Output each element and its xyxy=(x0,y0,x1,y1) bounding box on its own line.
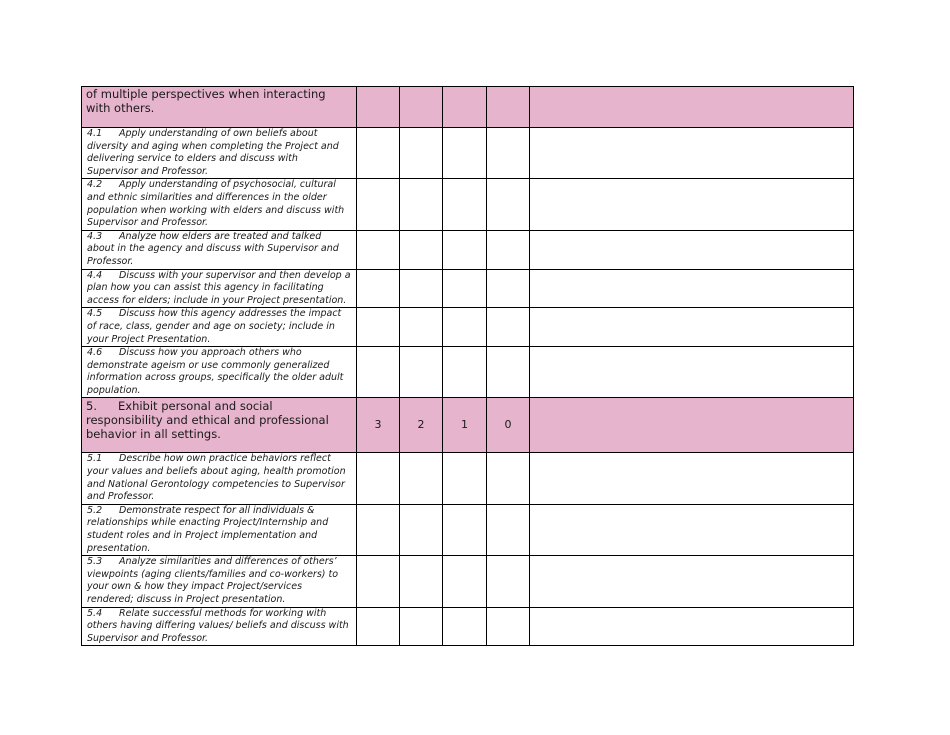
rubric-table xyxy=(81,86,854,646)
competency-description-cell xyxy=(82,87,357,128)
score-input-cell[interactable] xyxy=(487,128,530,179)
score-header-1: 1 xyxy=(443,398,487,453)
score-input-cell[interactable] xyxy=(487,347,530,398)
score-input-cell[interactable] xyxy=(400,347,443,398)
score-header-2: 2 xyxy=(400,398,443,453)
score-input-cell[interactable] xyxy=(400,308,443,347)
item-description-cell xyxy=(82,128,357,179)
comment-input-cell[interactable] xyxy=(530,269,854,308)
item-description-cell xyxy=(82,453,357,504)
item-number: 4.6 xyxy=(87,347,103,359)
score-input-cell[interactable] xyxy=(487,308,530,347)
item-text: Discuss how this agency addresses the impact of race, class, gender and age on society; include in your Project Presentation. xyxy=(87,308,342,345)
score-input-cell[interactable] xyxy=(357,453,400,504)
score-input-cell[interactable] xyxy=(357,179,400,230)
score-input-cell[interactable] xyxy=(400,179,443,230)
table-row xyxy=(82,179,854,230)
comment-input-cell[interactable] xyxy=(530,607,854,646)
score-input-cell[interactable] xyxy=(443,453,487,504)
comment-input-cell[interactable] xyxy=(530,308,854,347)
comment-input-cell[interactable] xyxy=(530,179,854,230)
item-description-cell xyxy=(82,230,357,269)
comment-cell xyxy=(530,87,854,128)
score-input-cell[interactable] xyxy=(400,453,443,504)
item-number: 4.3 xyxy=(87,230,103,242)
item-number: 4.5 xyxy=(87,308,103,320)
table-row xyxy=(82,230,854,269)
score-cell xyxy=(443,87,487,128)
score-header-0: 0 xyxy=(487,398,530,453)
score-input-cell[interactable] xyxy=(443,308,487,347)
item-text: Apply understanding of own beliefs about diversity and aging when completing the Project and delivering service to elders and discuss with Supervisor and Professor. xyxy=(87,128,339,177)
score-input-cell[interactable] xyxy=(487,453,530,504)
score-input-cell[interactable] xyxy=(487,556,530,607)
score-input-cell[interactable] xyxy=(357,504,400,555)
item-description-cell xyxy=(82,556,357,607)
score-input-cell[interactable] xyxy=(400,128,443,179)
table-row xyxy=(82,556,854,607)
comment-input-cell[interactable] xyxy=(530,556,854,607)
item-number: 4.2 xyxy=(87,179,103,191)
score-input-cell[interactable] xyxy=(357,607,400,646)
item-description-cell xyxy=(82,347,357,398)
comment-input-cell[interactable] xyxy=(530,453,854,504)
comment-input-cell[interactable] xyxy=(530,504,854,555)
comment-input-cell[interactable] xyxy=(530,128,854,179)
score-input-cell[interactable] xyxy=(400,607,443,646)
score-input-cell[interactable] xyxy=(400,230,443,269)
table-row xyxy=(82,504,854,555)
score-input-cell[interactable] xyxy=(443,504,487,555)
item-description-cell xyxy=(82,179,357,230)
score-input-cell[interactable] xyxy=(400,556,443,607)
score-input-cell[interactable] xyxy=(443,128,487,179)
score-input-cell[interactable] xyxy=(357,230,400,269)
section4-header-row xyxy=(82,87,854,128)
item-text: Demonstrate respect for all individuals & relationships while enacting Project/Internship and student roles and in Project implementation and presentation. xyxy=(87,504,329,554)
score-cell xyxy=(400,87,443,128)
score-input-cell[interactable] xyxy=(443,556,487,607)
item-text: Analyze similarities and differences of others’ viewpoints (aging clients/families and co-workers) to your own & how they impact Project/services rendered; discuss in Project presentation. xyxy=(87,556,339,605)
score-input-cell[interactable] xyxy=(443,230,487,269)
item-number: 4.4 xyxy=(87,269,103,281)
score-input-cell[interactable] xyxy=(357,556,400,607)
section5-header-row xyxy=(82,398,854,453)
item-text: Apply understanding of psychosocial, cultural and ethnic similarities and differences in the older population when working with elders and discuss with Supervisor and Professor. xyxy=(87,179,345,229)
score-cell xyxy=(357,87,400,128)
table-row xyxy=(82,453,854,504)
competency-text: of multiple perspectives when interacting with others. xyxy=(86,87,326,115)
competency-text: Exhibit personal and social responsibility and ethical and professional behavior in all settings. xyxy=(86,399,329,442)
score-input-cell[interactable] xyxy=(487,230,530,269)
competency-number: 5. xyxy=(86,399,97,414)
comment-input-cell[interactable] xyxy=(530,347,854,398)
item-text: Analyze how elders are treated and talked about in the agency and discuss with Supervisor and Professor. xyxy=(87,230,339,267)
score-input-cell[interactable] xyxy=(357,347,400,398)
score-input-cell[interactable] xyxy=(357,269,400,308)
score-input-cell[interactable] xyxy=(487,504,530,555)
comment-cell xyxy=(530,398,854,453)
item-text: Relate successful methods for working with others having differing values/ beliefs and discuss with Supervisor and Professor. xyxy=(87,607,349,644)
score-input-cell[interactable] xyxy=(400,504,443,555)
item-text: Discuss how you approach others who demonstrate ageism or use commonly generalized information across groups, specifically the older adult population. xyxy=(87,347,344,396)
item-number: 4.1 xyxy=(87,128,103,139)
comment-input-cell[interactable] xyxy=(530,230,854,269)
score-input-cell[interactable] xyxy=(443,607,487,646)
item-text: Describe how own practice behaviors reflect your values and beliefs about aging, health promotion and National Gerontology competencies to Supervisor and Professor. xyxy=(87,453,346,503)
item-description-cell xyxy=(82,607,357,646)
competency-description-cell xyxy=(82,398,357,453)
score-input-cell[interactable] xyxy=(487,179,530,230)
table-row xyxy=(82,269,854,308)
table-row xyxy=(82,347,854,398)
score-cell xyxy=(487,87,530,128)
score-input-cell[interactable] xyxy=(443,347,487,398)
item-description-cell xyxy=(82,308,357,347)
score-input-cell[interactable] xyxy=(357,128,400,179)
item-number: 5.3 xyxy=(87,556,103,568)
score-input-cell[interactable] xyxy=(400,269,443,308)
table-row xyxy=(82,308,854,347)
table-row xyxy=(82,128,854,179)
item-text: Discuss with your supervisor and then develop a plan how you can assist this agency in facilitating access for elders; include in your Project presentation. xyxy=(87,269,351,306)
item-number: 5.4 xyxy=(87,607,103,619)
item-number: 5.1 xyxy=(87,453,103,465)
item-description-cell xyxy=(82,504,357,555)
table-row xyxy=(82,607,854,646)
score-header-3: 3 xyxy=(357,398,400,453)
score-input-cell[interactable] xyxy=(487,269,530,308)
score-input-cell[interactable] xyxy=(443,269,487,308)
score-input-cell[interactable] xyxy=(443,179,487,230)
item-number: 5.2 xyxy=(87,504,103,516)
score-input-cell[interactable] xyxy=(357,308,400,347)
score-input-cell[interactable] xyxy=(487,607,530,646)
item-description-cell xyxy=(82,269,357,308)
